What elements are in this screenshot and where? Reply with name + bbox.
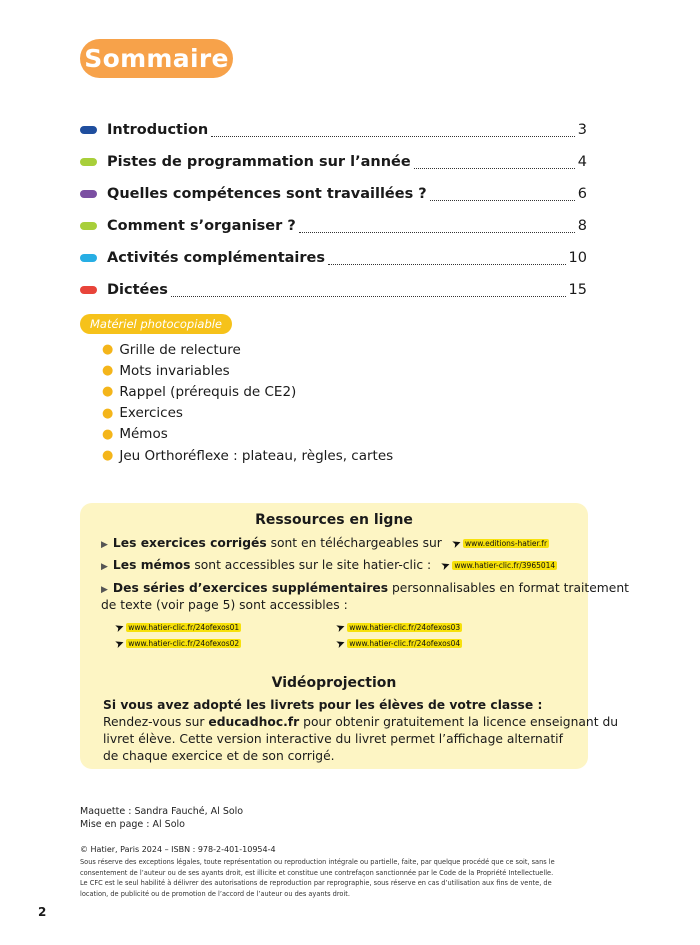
- bullet-icon: ●: [102, 426, 114, 442]
- link-text: www.editions-hatier.fr: [465, 539, 548, 548]
- list-item: [102, 403, 393, 424]
- resource-series: [101, 581, 629, 595]
- cursor-arrow-icon: ➤: [449, 535, 463, 552]
- cursor-arrow-icon: ➤: [439, 557, 453, 574]
- toc-dot-leader: [299, 220, 575, 233]
- link-exos04[interactable]: [336, 636, 462, 650]
- page-number: 2: [38, 905, 47, 919]
- resources-box: [80, 503, 629, 769]
- page-title: Sommaire: [80, 39, 233, 78]
- legal-line: consentement de l’auteur ou de ses ayants droit, est illicite et constitue une contrefaçon sanctionnée par le Code de la Propriété Intellectuelle.: [80, 868, 554, 877]
- video-text: pour obtenir gratuitement la licence enseignant du: [299, 715, 619, 729]
- list-item: [102, 339, 393, 360]
- toc-marker: [80, 158, 97, 166]
- resource-bold: Les exercices corrigés: [112, 536, 267, 550]
- legal-line: Sous réserve des exceptions légales, toute représentation ou reproduction intégrale ou partielle, faite, par quelque procédé que ce soit, sans le: [80, 858, 555, 866]
- toc-dot-leader: [430, 188, 575, 201]
- toc-label: Introduction: [107, 122, 209, 138]
- video-text: Rendez-vous sur: [103, 715, 209, 729]
- bullet-icon: ●: [102, 405, 114, 421]
- toc-dot-leader: [414, 156, 575, 169]
- toc-marker: [80, 190, 97, 198]
- toc-label: Pistes de programmation sur l’année: [107, 154, 411, 170]
- list-item-text: Mots invariables: [119, 362, 230, 379]
- legal-line: location, de publicité ou de promotion de l’accord de l’auteur ou des ayants droit.: [80, 889, 350, 898]
- triangle-bullet-icon: ▶: [101, 562, 108, 572]
- list-item-text: Exercices: [119, 405, 183, 422]
- toc-page-number: 4: [577, 154, 587, 170]
- toc-entry-organiser[interactable]: [80, 210, 587, 242]
- toc-page-number: 15: [568, 282, 587, 298]
- copyright: © Hatier, Paris 2024 – ISBN : 978-2-401-10954-4: [80, 845, 276, 854]
- cursor-arrow-icon: ➤: [113, 635, 127, 652]
- video-title: Vidéoprojection: [271, 675, 397, 691]
- toc-marker: [80, 222, 97, 230]
- materiel-list: [102, 339, 393, 466]
- toc-entry-competences[interactable]: [80, 178, 587, 210]
- resource-bold: Les mémos: [112, 558, 191, 572]
- cursor-arrow-icon: ➤: [113, 619, 127, 636]
- toc-dot-leader: [211, 124, 575, 137]
- list-item-text: Rappel (prérequis de CE2): [119, 383, 297, 400]
- link-text: www.hatier-clic.fr/3965014: [454, 561, 556, 570]
- resource-corriges: [101, 536, 549, 550]
- resource-text: sont accessibles sur le site hatier-clic :: [190, 558, 432, 572]
- bullet-icon: ●: [102, 363, 114, 379]
- list-item-text: Mémos: [119, 426, 168, 443]
- toc-entry-dictees[interactable]: [80, 274, 587, 306]
- legal-line: Le CFC est le seul habilité à délivrer des autorisations de reproduction par reprographie, sous réserve en cas d’utilisation aux fins de vente, de: [80, 879, 552, 888]
- toc-marker: [80, 254, 97, 262]
- list-item-text: Grille de relecture: [119, 341, 241, 358]
- triangle-bullet-icon: ▶: [101, 540, 108, 550]
- toc-label: Activités complémentaires: [107, 250, 326, 266]
- educadhoc-link[interactable]: educadhoc.fr: [208, 715, 300, 729]
- toc-dot-leader: [171, 284, 566, 297]
- link-text: www.hatier-clic.fr/24ofexos02: [128, 639, 240, 648]
- bullet-icon: ●: [102, 384, 114, 400]
- resource-text: sont en téléchargeables sur: [266, 536, 442, 550]
- toc-label: Quelles compétences sont travaillées ?: [107, 186, 427, 202]
- link-exos01[interactable]: [115, 620, 241, 634]
- toc-marker: [80, 126, 97, 134]
- list-item: [102, 445, 393, 466]
- resource-memos: [101, 558, 557, 572]
- link-text: www.hatier-clic.fr/24ofexos04: [349, 639, 461, 648]
- materiel-heading: Matériel photocopiable: [80, 314, 232, 334]
- toc-entry-activites[interactable]: [80, 242, 587, 274]
- toc-page-number: 8: [577, 218, 587, 234]
- toc-entry-introduction[interactable]: [80, 114, 587, 146]
- bullet-icon: ●: [102, 342, 114, 358]
- link-text: www.hatier-clic.fr/24ofexos01: [128, 623, 240, 632]
- credits-mise-en-page: Mise en page : Al Solo: [80, 819, 185, 830]
- table-of-contents: [80, 114, 587, 306]
- resources-title: Ressources en ligne: [255, 512, 413, 528]
- link-exos03[interactable]: [336, 620, 462, 634]
- video-line2: livret élève. Cette version interactive du livret permet l’affichage alternatif: [103, 732, 563, 746]
- resource-text: personnalisables en format traitement: [388, 581, 629, 595]
- list-item-text: Jeu Orthoréflexe : plateau, règles, cartes: [119, 447, 394, 464]
- toc-label: Comment s’organiser ?: [107, 218, 296, 234]
- resource-series-line2: de texte (voir page 5) sont accessibles :: [101, 598, 348, 612]
- toc-page-number: 3: [577, 122, 587, 138]
- cursor-arrow-icon: ➤: [334, 619, 348, 636]
- list-item: [102, 360, 393, 381]
- toc-label: Dictées: [107, 282, 168, 298]
- link-editions-hatier[interactable]: [449, 535, 549, 552]
- cursor-arrow-icon: ➤: [334, 635, 348, 652]
- video-line1: [103, 715, 618, 729]
- credits-maquette: Maquette : Sandra Fauché, Al Solo: [80, 806, 244, 817]
- triangle-bullet-icon: ▶: [101, 585, 108, 595]
- link-text: www.hatier-clic.fr/24ofexos03: [349, 623, 461, 632]
- toc-entry-pistes[interactable]: [80, 146, 587, 178]
- link-hatier-clic-memos[interactable]: [441, 559, 557, 572]
- video-line3: de chaque exercice et de son corrigé.: [103, 749, 335, 763]
- list-item: [102, 424, 393, 445]
- toc-page-number: 10: [568, 250, 587, 266]
- credits: [80, 805, 243, 831]
- legal-notice: [80, 857, 590, 899]
- toc-dot-leader: [328, 252, 566, 265]
- resource-bold: Des séries d’exercices supplémentaires: [112, 581, 389, 595]
- list-item: [102, 381, 393, 402]
- link-exos02[interactable]: [115, 636, 241, 650]
- toc-page-number: 6: [577, 186, 587, 202]
- toc-marker: [80, 286, 97, 294]
- video-lead: Si vous avez adopté les livrets pour les élèves de votre classe :: [103, 698, 543, 712]
- bullet-icon: ●: [102, 448, 114, 464]
